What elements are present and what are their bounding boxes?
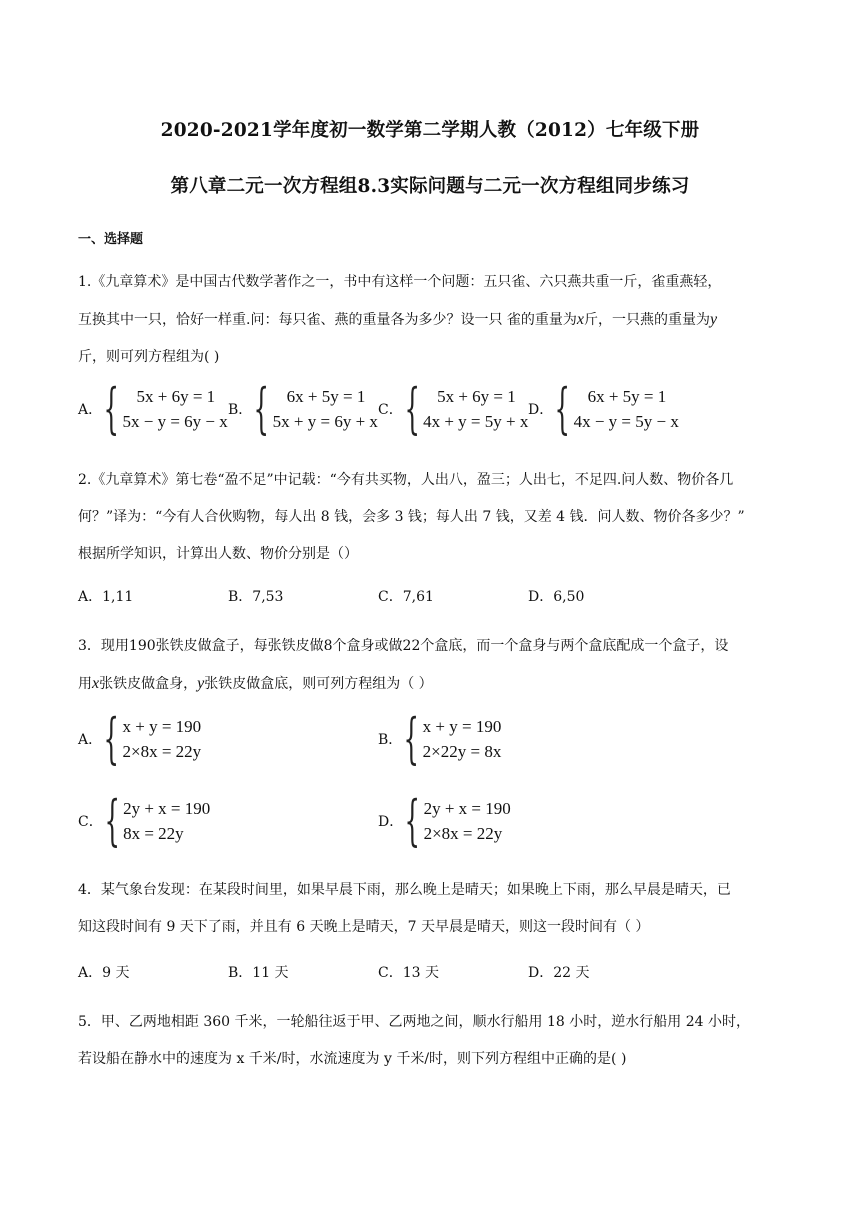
q4-line-1: 4．某气象台发现：在某段时间里，如果早晨下雨，那么晚上是晴天；如果晚上下雨，那么早晨是晴天，已 (78, 882, 731, 898)
q3-line-2: 用x张铁皮做盒身，y张铁皮做盒底，则可列方程组为（ ） (78, 675, 433, 692)
q3-option-a[interactable]: A． { x + y = 190 2×8x = 22y (78, 707, 202, 770)
q2-option-a[interactable]: A．1,11 (78, 589, 134, 605)
q1-option-b[interactable]: B． { 6x + 5y = 1 5x + y = 6y + x (228, 377, 378, 440)
equation-system: { 6x + 5y = 1 5x + y = 6y + x (253, 377, 378, 440)
equation-system: { 2y + x = 190 8x = 22y (104, 789, 211, 852)
question-2 (78, 462, 788, 573)
question-5 (78, 1004, 788, 1078)
q3-option-b[interactable]: B． { x + y = 190 2×22y = 8x (378, 707, 502, 770)
q5-line-1: 5．甲、乙两地相距 360 千米，一轮船往返于甲、乙两地之间，顺水行船用 18 小时，逆水行船用 24 小时， (78, 1014, 750, 1030)
section-heading: 一、选择题 (78, 232, 144, 247)
q1-line-1: 1.《九章算术》是中国古代数学著作之一，书中有这样一个问题：五只雀、六只燕共重一斤，雀重燕轻， (78, 274, 722, 290)
equation-system: { x + y = 190 2×22y = 8x (403, 707, 502, 770)
q2-line-3: 根据所学知识，计算出人数、物价分别是（） (78, 546, 358, 562)
q3-option-d[interactable]: D． { 2y + x = 190 2×8x = 22y (378, 789, 511, 852)
q1-option-d[interactable]: D． { 6x + 5y = 1 4x − y = 5y − x (528, 377, 679, 440)
question-1 (78, 264, 788, 376)
q2-line-2: 何？”译为：“今有人合伙购物，每人出 8 钱，会多 3 钱；每人出 7 钱，又差 4 钱．问人数、物价各多少？” (78, 509, 745, 525)
title-line-2: 第八章二元一次方程组8.3实际问题与二元一次方程组同步练习 (170, 176, 690, 197)
q3-option-c[interactable]: C． { 2y + x = 190 8x = 22y (78, 789, 211, 852)
question-3 (78, 628, 788, 703)
q4-option-c[interactable]: C．13 天 (378, 965, 439, 981)
q2-line-1: 2.《九章算术》第七卷“盈不足”中记载：“今有共买物，人出八，盈三；人出七，不足四.问人数、物价各几 (78, 472, 734, 488)
q1-option-a[interactable]: A． { 5x + 6y = 1 5x − y = 6y − x (78, 377, 228, 440)
title-line-1: 2020-2021学年度初一数学第二学期人教（2012）七年级下册 (160, 120, 700, 141)
q1-line-2: 互换其中一只，恰好一样重.问：每只雀、燕的重量各为多少？设一只 雀的重量为x斤，一只燕的重量为y (78, 311, 718, 328)
q2-option-c[interactable]: C．7,61 (378, 589, 434, 605)
q5-line-2: 若设船在静水中的速度为 x 千米/时，水流速度为 y 千米/时，则下列方程组中正确的是( ) (78, 1051, 627, 1067)
equation-system: { x + y = 190 2×8x = 22y (103, 707, 202, 770)
q4-option-a[interactable]: A．9 天 (78, 965, 130, 981)
equation-system: { 5x + 6y = 1 5x − y = 6y − x (103, 377, 228, 440)
equation-system: { 2y + x = 190 2×8x = 22y (404, 789, 511, 852)
q2-option-b[interactable]: B．7,53 (228, 589, 284, 605)
q2-option-d[interactable]: D．6,50 (528, 589, 585, 605)
q4-line-2: 知这段时间有 9 天下了雨，并且有 6 天晚上是晴天，7 天早晨是晴天，则这一段时间有（ ） (78, 919, 650, 935)
q3-line-1: 3．现用190张铁皮做盒子，每张铁皮做8个盒身或做22个盒底，而一个盒身与两个盒底配成一个盒子，设 (78, 638, 729, 654)
q4-option-d[interactable]: D．22 天 (528, 965, 590, 981)
q4-option-b[interactable]: B．11 天 (228, 965, 289, 981)
question-4 (78, 872, 788, 946)
q1-line-3: 斤，则可列方程组为( ) (78, 349, 220, 365)
equation-system: { 6x + 5y = 1 4x − y = 5y − x (554, 377, 679, 440)
q1-option-c[interactable]: C． { 5x + 6y = 1 4x + y = 5y + x (378, 377, 529, 440)
equation-system: { 5x + 6y = 1 4x + y = 5y + x (404, 377, 529, 440)
